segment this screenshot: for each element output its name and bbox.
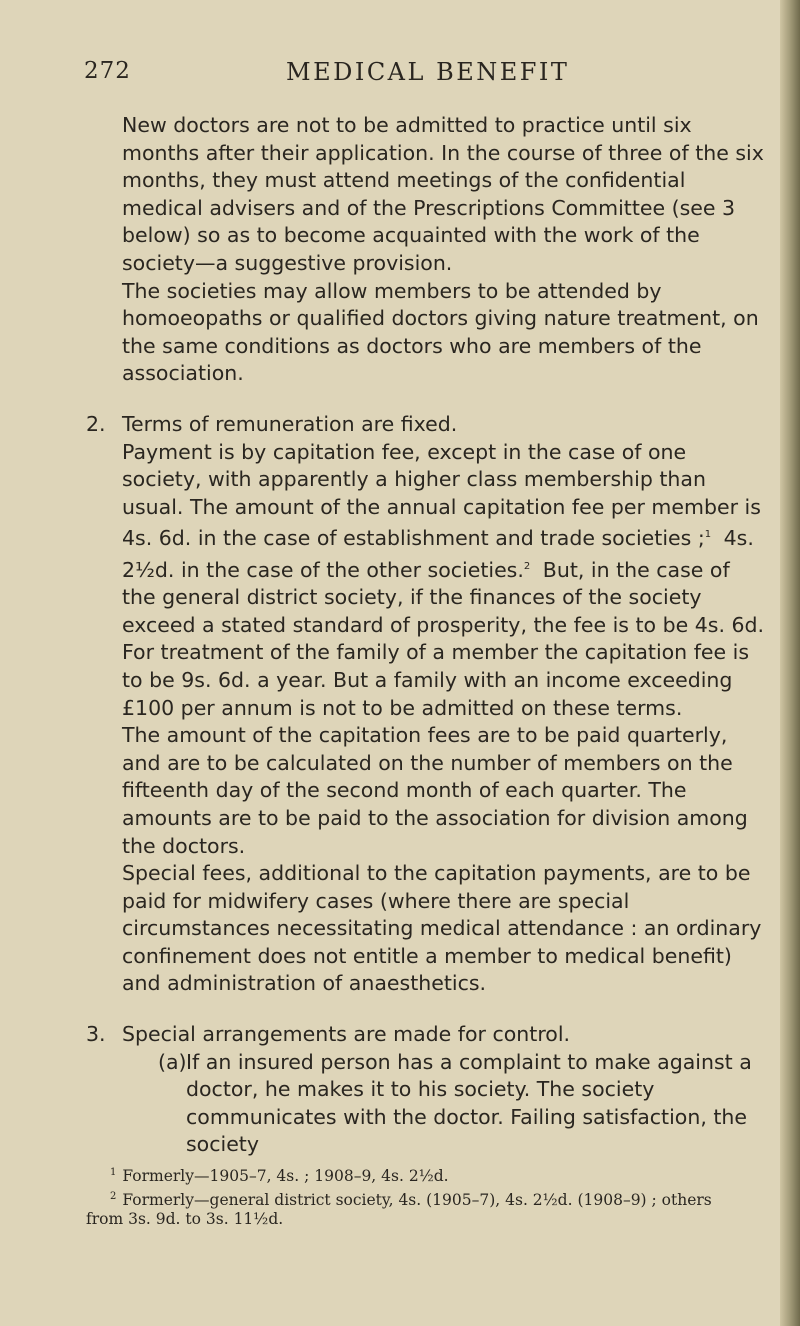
paragraph-quarterly-payment: The amount of the capitation fees are to be paid quarterly, and are to be calculated on the number of members on the fifteenth day of the second month of each quarter. The amounts are to be paid to the association for division among the doctors. bbox=[122, 723, 748, 858]
page-number: 272 bbox=[84, 58, 131, 84]
page-edge-shadow bbox=[780, 0, 800, 1326]
section-3-title: Special arrangements are made for control. bbox=[122, 1022, 571, 1047]
running-head: MEDICAL BENEFIT bbox=[286, 58, 570, 86]
paragraph-special-fees: Special fees, additional to the capitation payments, are to be paid for midwifery cases (where there are special circumstances necessitating medical attendance : an ordinary confinement does not entitle a member to medical benefit) and administration of anaesthetics. bbox=[122, 861, 762, 996]
footnote-ref-1: 1 bbox=[704, 529, 712, 541]
paragraph-homoeopaths: The societies may allow members to be attended by homoeopaths or qualified doctors giving nature treatment, on the same conditions as doctors who are members of the association. bbox=[122, 278, 759, 386]
footnote-2-text: Formerly—general district society, 4s. (1905–7), 4s. 2½d. (1908–9) ; others bbox=[122, 1190, 712, 1209]
footnote-ref-2: 2 bbox=[523, 560, 531, 572]
page-header bbox=[0, 58, 780, 98]
section-2-heading bbox=[86, 411, 766, 439]
footnote-2-continuation: from 3s. 9d. to 3s. 11½d. bbox=[86, 1210, 284, 1229]
section-3 bbox=[86, 1021, 766, 1159]
footnotes bbox=[86, 1163, 766, 1230]
paragraph-capitation-fee bbox=[86, 439, 766, 640]
body-text bbox=[86, 112, 766, 1159]
section-2 bbox=[86, 411, 766, 998]
capitation-text-a: Payment is by capitation fee, except in the case of one society, with apparently a higher class membership than usual. The amount of the annual capitation fee per member is 4s. 6d. in the case of establishment and trade societies ; bbox=[122, 439, 761, 551]
section-2-title: Terms of remuneration are fixed. bbox=[122, 411, 458, 436]
section-3-item-a bbox=[122, 1049, 766, 1159]
paragraph-new-doctors: New doctors are not to be admitted to practice until six months after their application. In the course of three of the six months, they must attend meetings of the confidential medical advisers and of the Prescriptions Committee (see 3 below) so as to become acquainted with the work of the society—a suggestive provision. bbox=[122, 113, 764, 275]
footnote-1-text: Formerly—1905–7, 4s. ; 1908–9, 4s. 2½d. bbox=[122, 1167, 449, 1186]
footnote-2 bbox=[86, 1187, 766, 1211]
section-3-heading bbox=[86, 1021, 766, 1049]
section-2-number: 2. bbox=[86, 411, 106, 436]
capitation-text-c: But, in the case of the general district society, if the finances of the society exceed a stated standard of prosperity, the fee is to be 4s. 6d. bbox=[122, 557, 765, 637]
item-a-text: If an insured person has a complaint to make against a doctor, he makes it to his society. The society communicates with the doctor. Failing satisfaction, the society bbox=[186, 1049, 752, 1157]
paragraph-family-treatment: For treatment of the family of a member the capitation fee is to be 9s. 6d. a year. But a family with an income exceeding £100 per annum is not to be admitted on these terms. bbox=[122, 640, 750, 720]
capitation-text-b: 4s. 2½d. in the case of the other societies. bbox=[122, 526, 754, 582]
footnote-2-mark: 2 bbox=[110, 1190, 117, 1202]
footnote-1-mark: 1 bbox=[110, 1167, 117, 1178]
section-3-number: 3. bbox=[86, 1022, 106, 1047]
item-a-label: (a) bbox=[158, 1049, 187, 1074]
footnote-1 bbox=[86, 1163, 766, 1187]
